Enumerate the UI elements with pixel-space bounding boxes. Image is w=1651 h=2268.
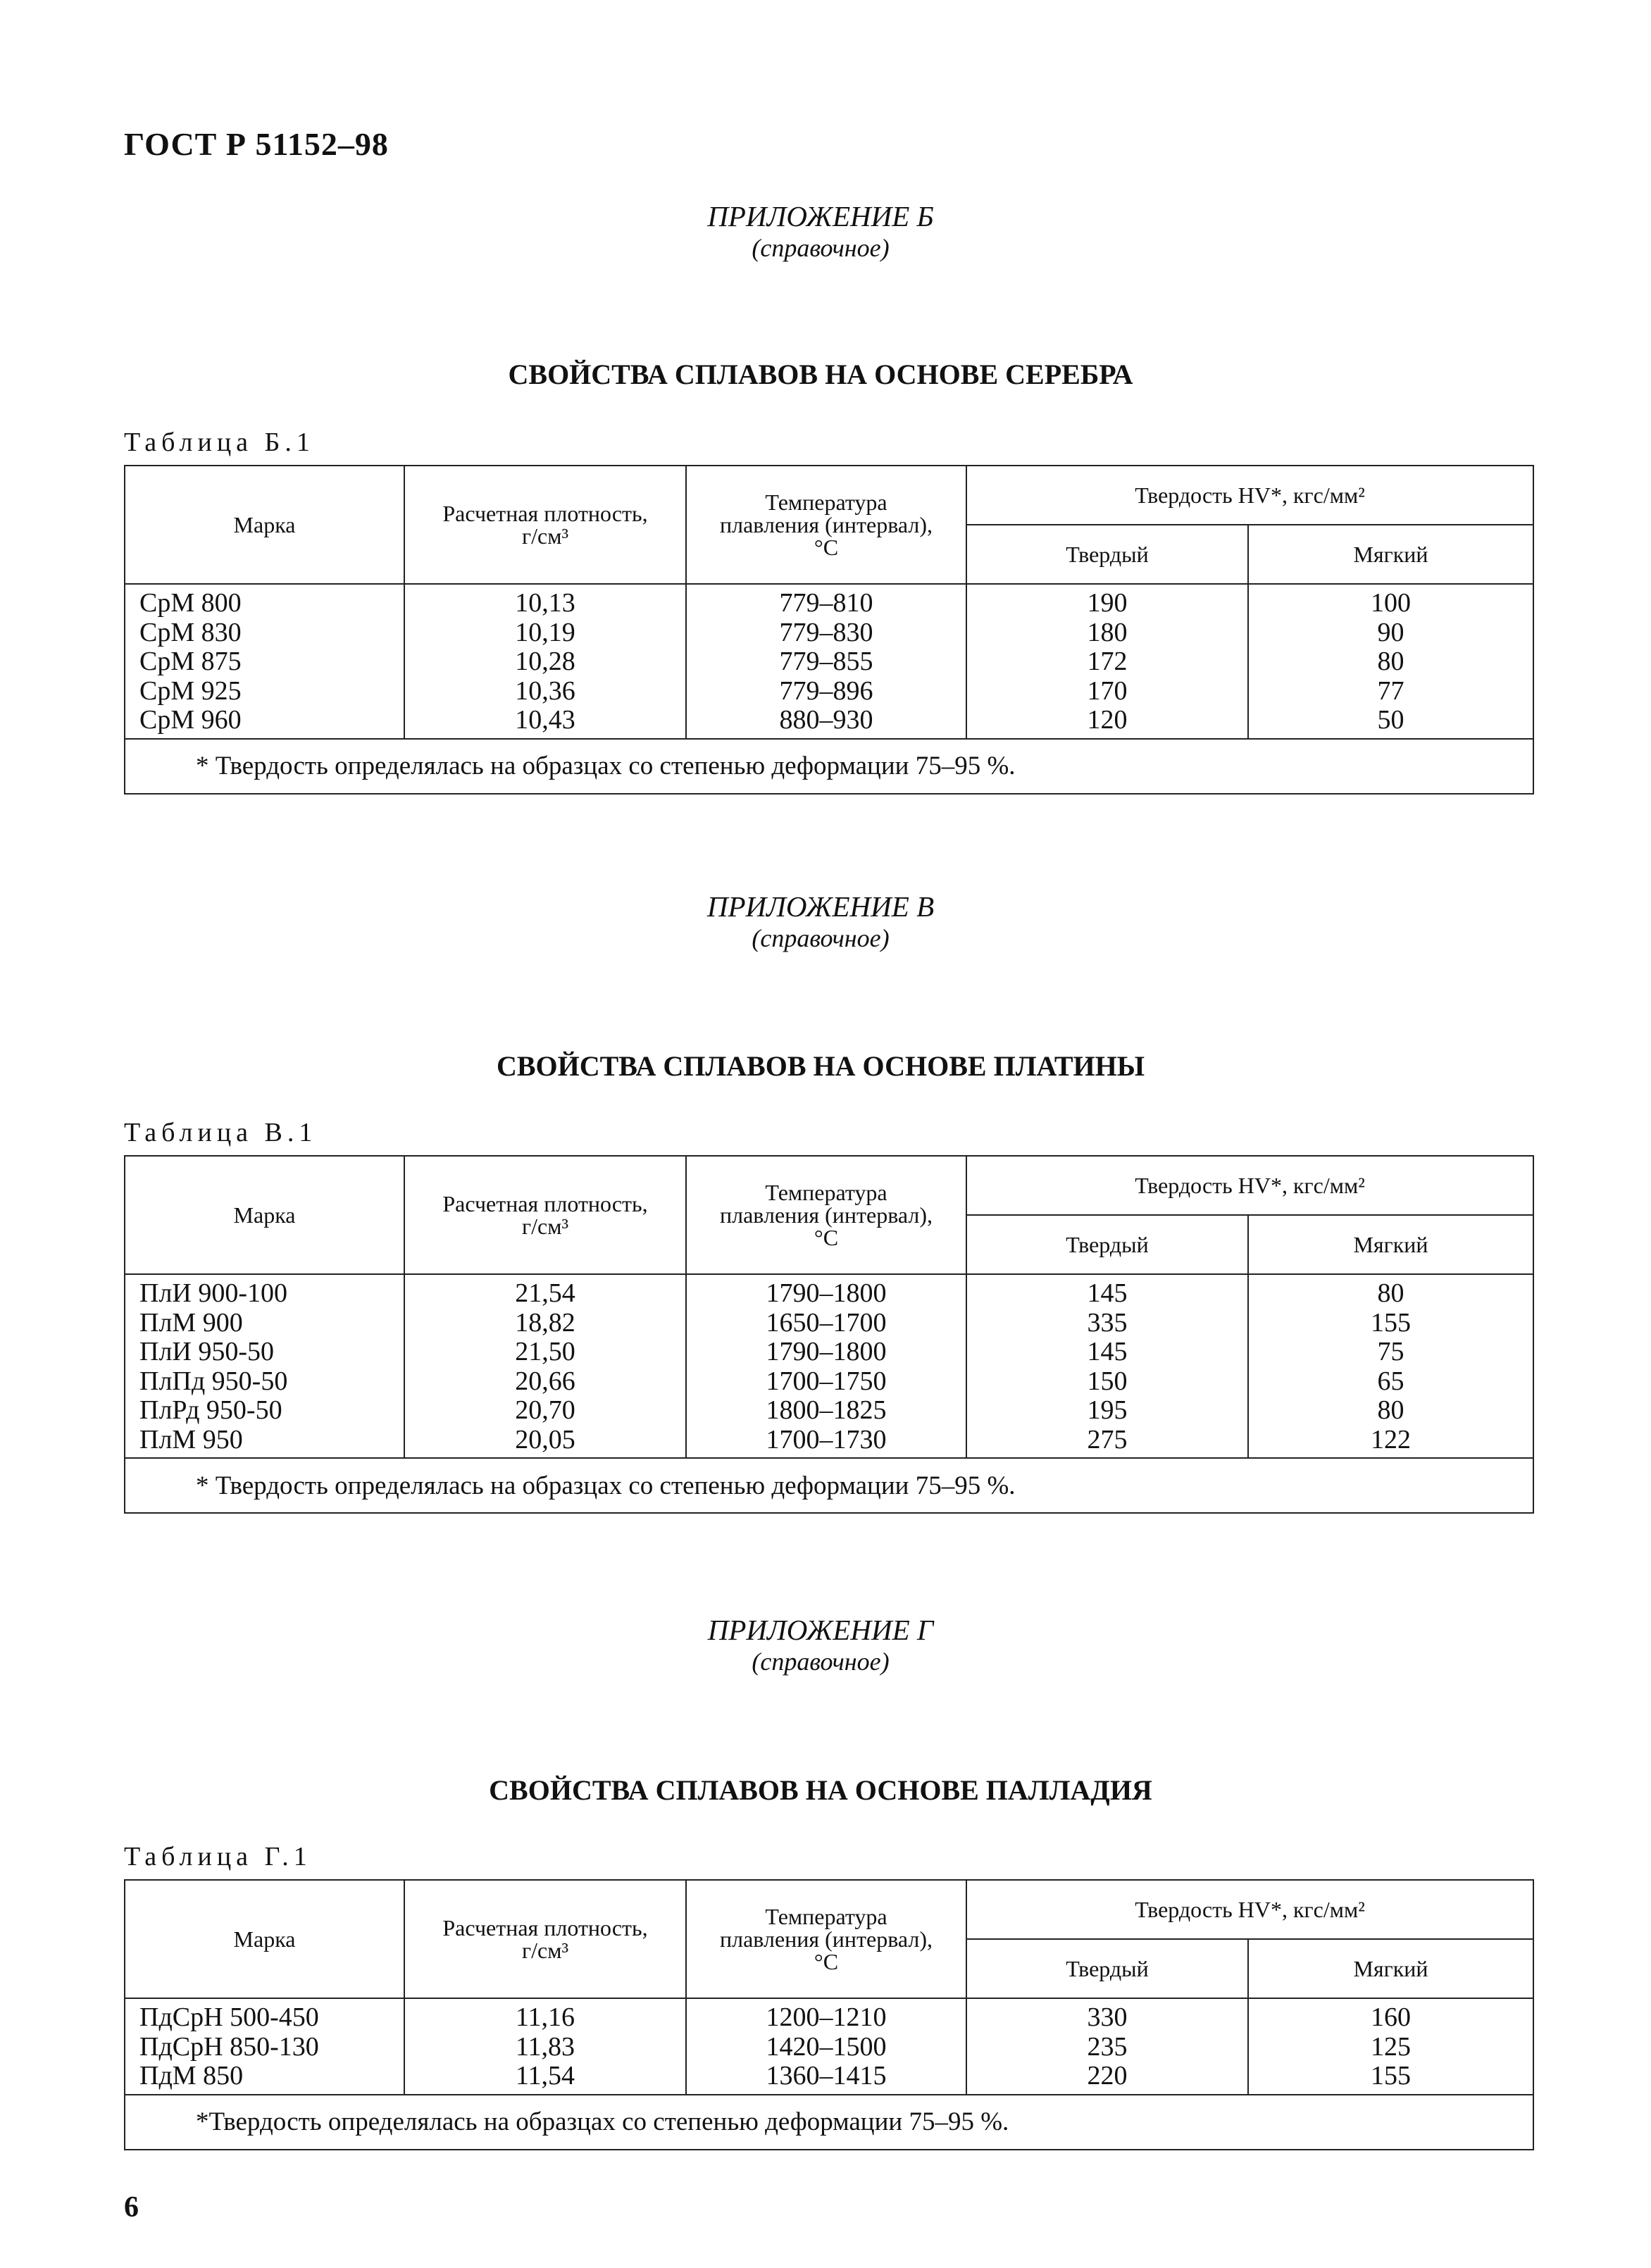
- appendix-v-type: (справочное): [752, 924, 890, 952]
- header-temp-l3: °С: [814, 1949, 839, 1974]
- column-mark: [125, 584, 404, 739]
- header-density-l2: г/см³: [521, 523, 569, 549]
- header-temp-l3: °С: [814, 1225, 839, 1250]
- cell-temp: 1700–1750: [766, 1366, 887, 1396]
- cell-temp: 1200–1210: [766, 2002, 887, 2032]
- appendix-g-type: (справочное): [752, 1647, 890, 1676]
- cell-temp: 779–896: [779, 675, 873, 706]
- cell-temp: 1800–1825: [766, 1395, 887, 1425]
- cell-mark: СрМ 960: [139, 705, 242, 735]
- table-label-b1: Таблица Б.1: [124, 428, 315, 457]
- cell-soft: 155: [1371, 2061, 1411, 2091]
- cell-hard: 330: [1087, 2002, 1128, 2032]
- cell-temp: 779–855: [779, 647, 873, 676]
- header-temp-l2: плавления (интервал),: [719, 512, 933, 537]
- cell-hard: 190: [1087, 588, 1128, 618]
- table-body: [125, 1274, 1533, 1458]
- cell-soft: 122: [1371, 1424, 1411, 1454]
- cell-soft: 50: [1377, 705, 1404, 735]
- header-density-l1: Расчетная плотность,: [442, 1915, 648, 1940]
- appendix-b-title: ПРИЛОЖЕНИЕ Б: [707, 200, 934, 232]
- header-density-l1: Расчетная плотность,: [442, 501, 648, 526]
- header-density-l2: г/см³: [521, 1214, 569, 1239]
- cell-mark: СрМ 875: [139, 647, 242, 676]
- appendix-b-type: (справочное): [752, 234, 890, 262]
- cell-mark: ПлМ 900: [139, 1307, 243, 1338]
- header-temp-l1: Температура: [765, 1904, 887, 1929]
- cell-density: 11,54: [515, 2061, 575, 2091]
- table-footnote: * Твердость определялась на образцах со степенью деформации 75–95 %.: [125, 1458, 1533, 1513]
- cell-temp: 1790–1800: [766, 1337, 887, 1366]
- cell-hard: 195: [1087, 1395, 1128, 1425]
- cell-hard: 220: [1087, 2061, 1128, 2091]
- table-body: [125, 584, 1533, 739]
- header-temp-l1: Температура: [765, 1180, 887, 1205]
- column-temp: [686, 584, 966, 739]
- cell-mark: ПлМ 950: [139, 1424, 243, 1454]
- header-density-l1: Расчетная плотность,: [442, 1191, 648, 1216]
- header-hard: Твердый: [966, 1215, 1248, 1274]
- cell-density: 10,19: [515, 617, 575, 647]
- cell-temp: 1650–1700: [766, 1307, 887, 1338]
- cell-density: 10,13: [515, 588, 575, 618]
- cell-temp: 1420–1500: [766, 2031, 887, 2062]
- column-density: [404, 1274, 686, 1458]
- header-hardness: Твердость HV*, кгс/мм²: [966, 1156, 1533, 1215]
- cell-soft: 77: [1377, 675, 1404, 706]
- cell-density: 20,70: [515, 1395, 575, 1425]
- cell-mark: ПдМ 850: [139, 2061, 244, 2091]
- cell-density: 11,83: [515, 2031, 575, 2062]
- header-density: [404, 466, 686, 584]
- cell-mark: СрМ 925: [139, 675, 242, 706]
- header-hard: Твердый: [966, 525, 1248, 584]
- header-temp: [686, 1880, 966, 1998]
- table-b1: [124, 465, 1534, 795]
- table-label-v1: Таблица В.1: [124, 1118, 318, 1147]
- cell-temp: 880–930: [779, 705, 873, 735]
- cell-density: 18,82: [515, 1307, 575, 1338]
- cell-density: 20,05: [515, 1424, 575, 1454]
- table-footnote: * Твердость определялась на образцах со степенью деформации 75–95 %.: [125, 739, 1533, 794]
- cell-mark: СрМ 800: [139, 588, 242, 618]
- cell-hard: 120: [1087, 705, 1128, 735]
- column-soft: [1248, 1274, 1533, 1458]
- table-g1: [124, 1879, 1534, 2150]
- column-soft: [1248, 1998, 1533, 2095]
- cell-mark: ПдСрН 850-130: [139, 2031, 319, 2062]
- cell-soft: 80: [1377, 1395, 1404, 1425]
- header-hardness: Твердость HV*, кгс/мм²: [966, 1880, 1533, 1939]
- cell-density: 20,66: [515, 1366, 575, 1396]
- header-density-l2: г/см³: [521, 1938, 569, 1963]
- column-density: [404, 1998, 686, 2095]
- header-density: [404, 1156, 686, 1274]
- header-temp-l2: плавления (интервал),: [719, 1202, 933, 1228]
- header-hard: Твердый: [966, 1939, 1248, 1998]
- section-title-platinum: СВОЙСТВА СПЛАВОВ НА ОСНОВЕ ПЛАТИНЫ: [496, 1050, 1145, 1082]
- cell-density: 21,54: [515, 1278, 575, 1308]
- page-number: 6: [124, 2191, 139, 2224]
- cell-hard: 275: [1087, 1424, 1128, 1454]
- cell-temp: 1790–1800: [766, 1278, 887, 1308]
- cell-hard: 150: [1087, 1366, 1128, 1396]
- cell-hard: 335: [1087, 1307, 1128, 1338]
- column-hard: [966, 1274, 1248, 1458]
- appendix-v-heading: [0, 890, 1641, 953]
- table-label-g1: Таблица Г.1: [124, 1842, 312, 1871]
- header-temp: [686, 1156, 966, 1274]
- header-soft: Мягкий: [1248, 1939, 1533, 1998]
- header-soft: Мягкий: [1248, 1215, 1533, 1274]
- header-temp: [686, 466, 966, 584]
- section-title-palladium: СВОЙСТВА СПЛАВОВ НА ОСНОВЕ ПАЛЛАДИЯ: [489, 1774, 1152, 1806]
- header-hardness: Твердость HV*, кгс/мм²: [966, 466, 1533, 525]
- cell-soft: 155: [1371, 1307, 1411, 1338]
- header-temp-l1: Температура: [765, 490, 887, 515]
- cell-temp: 779–830: [779, 617, 873, 647]
- cell-mark: СрМ 830: [139, 617, 242, 647]
- cell-soft: 160: [1371, 2002, 1411, 2032]
- column-hard: [966, 584, 1248, 739]
- column-hard: [966, 1998, 1248, 2095]
- header-soft: Мягкий: [1248, 525, 1533, 584]
- appendix-v-title: ПРИЛОЖЕНИЕ В: [706, 890, 935, 923]
- header-mark: Марка: [125, 1880, 404, 1998]
- appendix-b-heading: [0, 199, 1641, 263]
- cell-mark: ПлИ 900-100: [139, 1278, 288, 1308]
- column-density: [404, 584, 686, 739]
- section-title-silver: СВОЙСТВА СПЛАВОВ НА ОСНОВЕ СЕРЕБРА: [508, 359, 1133, 390]
- cell-density: 21,50: [515, 1337, 575, 1366]
- table-body: [125, 1998, 1533, 2095]
- header-temp-l3: °С: [814, 535, 839, 560]
- cell-mark: ПдСрН 500-450: [139, 2002, 319, 2032]
- table-v1: [124, 1155, 1534, 1514]
- cell-hard: 172: [1087, 647, 1128, 676]
- cell-soft: 100: [1371, 588, 1411, 618]
- column-soft: [1248, 584, 1533, 739]
- cell-temp: 1700–1730: [766, 1424, 887, 1454]
- cell-soft: 75: [1377, 1337, 1404, 1366]
- cell-density: 11,16: [515, 2002, 575, 2032]
- cell-density: 10,28: [515, 647, 575, 676]
- cell-soft: 125: [1371, 2031, 1411, 2062]
- cell-hard: 180: [1087, 617, 1128, 647]
- column-temp: [686, 1274, 966, 1458]
- cell-density: 10,43: [515, 705, 575, 735]
- cell-hard: 145: [1087, 1278, 1128, 1308]
- cell-hard: 170: [1087, 675, 1128, 706]
- cell-hard: 235: [1087, 2031, 1128, 2062]
- cell-soft: 65: [1377, 1366, 1404, 1396]
- header-mark: Марка: [125, 466, 404, 584]
- cell-temp: 1360–1415: [766, 2061, 887, 2091]
- column-temp: [686, 1998, 966, 2095]
- cell-mark: ПлИ 950-50: [139, 1337, 275, 1366]
- cell-density: 10,36: [515, 675, 575, 706]
- appendix-g-heading: [0, 1613, 1641, 1676]
- cell-temp: 779–810: [779, 588, 873, 618]
- cell-soft: 80: [1377, 1278, 1404, 1308]
- cell-mark: ПлПд 950-50: [139, 1366, 288, 1396]
- cell-soft: 80: [1377, 647, 1404, 676]
- header-density: [404, 1880, 686, 1998]
- column-mark: [125, 1998, 404, 2095]
- cell-mark: ПлРд 950-50: [139, 1395, 282, 1425]
- column-mark: [125, 1274, 404, 1458]
- cell-soft: 90: [1377, 617, 1404, 647]
- header-mark: Марка: [125, 1156, 404, 1274]
- appendix-g-title: ПРИЛОЖЕНИЕ Г: [707, 1614, 934, 1646]
- cell-hard: 145: [1087, 1337, 1128, 1366]
- header-temp-l2: плавления (интервал),: [719, 1926, 933, 1952]
- table-footnote: *Твердость определялась на образцах со степенью деформации 75–95 %.: [125, 2095, 1533, 2150]
- document-code: ГОСТ Р 51152–98: [124, 126, 389, 162]
